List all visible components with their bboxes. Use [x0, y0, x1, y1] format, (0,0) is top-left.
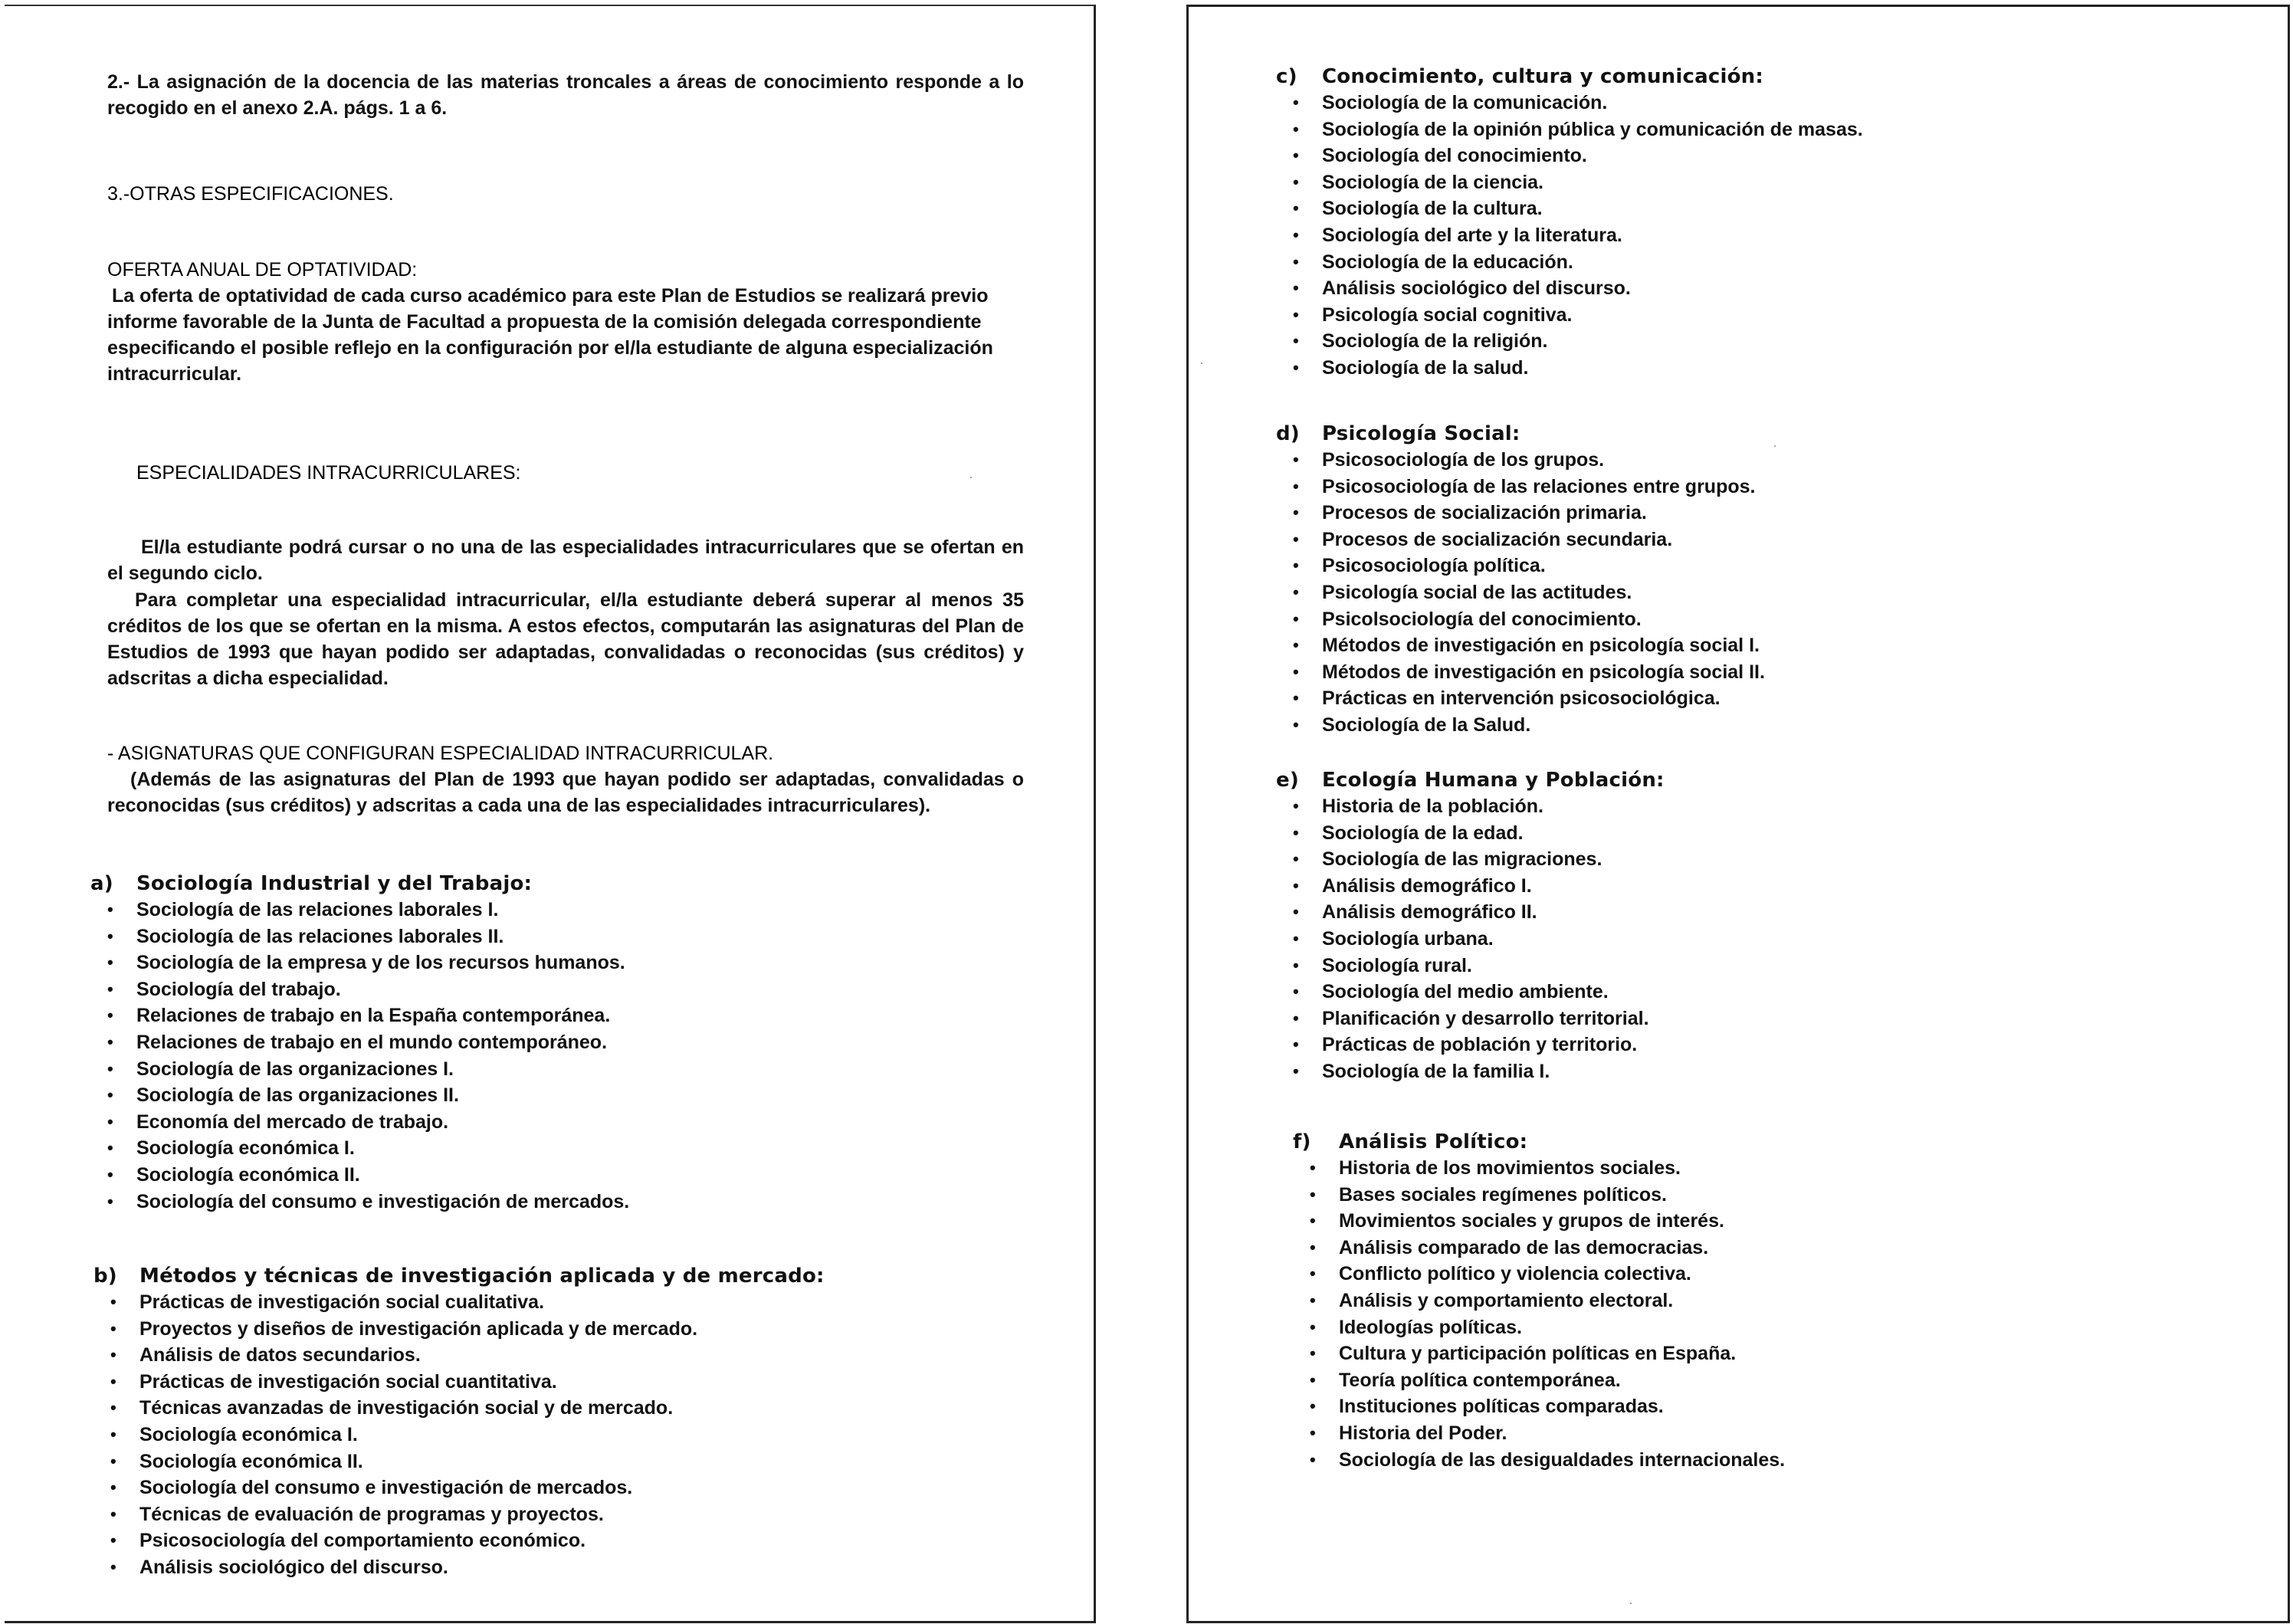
section-b-title: Métodos y técnicas de investigación aplicada y de mercado:	[139, 1265, 825, 1288]
heading-especialidades: ESPECIALIDADES INTRACURRICULARES:	[136, 462, 521, 484]
list-item: • Sociología de la salud.	[1291, 355, 1863, 382]
list-item: • Análisis y comportamiento electoral.	[1308, 1288, 1785, 1314]
section-e-heading	[1276, 767, 1665, 793]
heading-oferta-anual: OFERTA ANUAL DE OPTATIVIDAD:	[107, 259, 418, 281]
list-item: • Movimientos sociales y grupos de interés.	[1308, 1208, 1785, 1235]
list-item: • Sociología de la empresa y de los recursos humanos.	[106, 950, 629, 976]
section-e	[1276, 767, 1665, 1085]
section-f-heading	[1293, 1129, 1785, 1155]
section-f	[1293, 1129, 1785, 1473]
list-item: • Sociología de las organizaciones I.	[106, 1056, 629, 1083]
list-item: • Conflicto político y violencia colectiva.	[1308, 1261, 1785, 1288]
section-e-letter: e)	[1276, 769, 1299, 792]
section-c	[1276, 64, 1863, 382]
list-item: • Sociología de la religión.	[1291, 328, 1863, 355]
section-b	[93, 1263, 825, 1581]
section-c-letter: c)	[1276, 65, 1297, 88]
list-item: • Sociología de la familia I.	[1291, 1058, 1665, 1085]
list-item: • Sociología de las desigualdades internacionales.	[1308, 1447, 1785, 1474]
list-item: • Prácticas de investigación social cualitativa.	[109, 1289, 825, 1316]
paragraph-ademas: (Además de las asignaturas del Plan de 1993 que hayan podido ser adaptadas, convalidadas o reconocidas (sus créditos) y adscritas a cada una de las especialidades intracurriculares).	[107, 769, 1024, 816]
list-item: • Sociología de la comunicación.	[1291, 90, 1863, 116]
section-f-title: Análisis Político:	[1339, 1130, 1528, 1153]
section-a-title: Sociología Industrial y del Trabajo:	[136, 872, 533, 895]
paragraph-completar: Para completar una especialidad intracurricular, el/la estudiante deberá superar al menos 35 créditos de los que se ofertan en la misma. A estos efectos, computarán las asignaturas del Plan de Estudios de 1993 que hayan podido ser adaptadas, convalidadas o reconocidas (sus créditos) y adscritas a dicha especialidad.	[107, 589, 1024, 689]
list-item: • Relaciones de trabajo en el mundo contemporáneo.	[106, 1029, 629, 1056]
section-a	[90, 871, 629, 1215]
section-c-heading	[1276, 64, 1863, 90]
list-item: • Prácticas en intervención psicosociológica.	[1291, 685, 1765, 712]
list-item: • Sociología urbana.	[1291, 926, 1665, 953]
section-d-letter: d)	[1276, 422, 1300, 445]
list-item: • Psicosociología del comportamiento económico.	[109, 1527, 825, 1554]
list-item: • Historia del Poder.	[1308, 1420, 1785, 1447]
list-item: • Sociología de la edad.	[1291, 820, 1665, 847]
scan-speck	[970, 477, 972, 478]
list-item: • Procesos de socialización secundaria.	[1291, 527, 1765, 553]
list-item: • Sociología de las migraciones.	[1291, 846, 1665, 873]
list-item: • Teoría política contemporánea.	[1308, 1367, 1785, 1394]
section-f-list	[1308, 1155, 1785, 1473]
list-item: • Sociología de las organizaciones II.	[106, 1082, 629, 1109]
list-item: • Sociología económica I.	[106, 1135, 629, 1162]
list-item: • Sociología económica I.	[109, 1422, 825, 1448]
list-item: • Técnicas de evaluación de programas y proyectos.	[109, 1501, 825, 1528]
list-item: • Psicología social de las actitudes.	[1291, 579, 1765, 606]
list-item: • Sociología de las relaciones laborales II.	[106, 924, 629, 950]
list-item: • Bases sociales regímenes políticos.	[1308, 1182, 1785, 1209]
list-item: • Procesos de socialización primaria.	[1291, 500, 1765, 527]
list-item: • Cultura y participación políticas en España.	[1308, 1340, 1785, 1367]
list-item: • Sociología económica II.	[109, 1448, 825, 1475]
section-e-list	[1291, 793, 1665, 1085]
list-item: • Análisis demográfico II.	[1291, 899, 1665, 926]
section-b-letter: b)	[93, 1265, 117, 1288]
list-item: • Técnicas avanzadas de investigación social y de mercado.	[109, 1395, 825, 1422]
scan-speck	[1630, 1603, 1632, 1604]
list-item: • Psicosociología política.	[1291, 553, 1765, 579]
list-item: • Economía del mercado de trabajo.	[106, 1109, 629, 1136]
section-f-letter: f)	[1293, 1130, 1311, 1153]
list-item: • Sociología de la ciencia.	[1291, 169, 1863, 196]
list-item: • Sociología económica II.	[106, 1162, 629, 1189]
list-item: • Prácticas de investigación social cuantitativa.	[109, 1369, 825, 1396]
heading-asignaturas: - ASIGNATURAS QUE CONFIGURAN ESPECIALIDAD INTRACURRICULAR.	[107, 743, 774, 764]
section-d	[1276, 421, 1765, 739]
list-item: • Sociología del medio ambiente.	[1291, 979, 1665, 1006]
list-item: • Sociología rural.	[1291, 953, 1665, 979]
section-c-list	[1291, 90, 1863, 382]
section-a-heading	[90, 871, 629, 897]
list-item: • Análisis de datos secundarios.	[109, 1342, 825, 1369]
list-item: • Instituciones políticas comparadas.	[1308, 1393, 1785, 1420]
list-item: • Sociología del arte y la literatura.	[1291, 222, 1863, 249]
list-item: • Sociología de la Salud.	[1291, 712, 1765, 739]
list-item: • Prácticas de población y territorio.	[1291, 1032, 1665, 1058]
list-item: • Ideologías políticas.	[1308, 1314, 1785, 1341]
section-e-title: Ecología Humana y Población:	[1322, 769, 1665, 792]
list-item: • Psicología social cognitiva.	[1291, 302, 1863, 329]
list-item: • Sociología de la educación.	[1291, 249, 1863, 276]
right-page	[1186, 5, 2290, 1623]
section-c-title: Conocimiento, cultura y comunicación:	[1322, 65, 1763, 88]
list-item: • Psicolsociología del conocimiento.	[1291, 606, 1765, 633]
paragraph-estudiante: El/la estudiante podrá cursar o no una de las especialidades intracurriculares que se ofertan en el segundo ciclo.	[107, 536, 1024, 584]
section-a-letter: a)	[90, 872, 113, 895]
list-item: • Sociología de la opinión pública y comunicación de masas.	[1291, 116, 1863, 143]
list-item: • Sociología de las relaciones laborales I.	[106, 897, 629, 924]
list-item: • Historia de la población.	[1291, 793, 1665, 820]
list-item: • Métodos de investigación en psicología social I.	[1291, 632, 1765, 659]
section-d-title: Psicología Social:	[1322, 422, 1520, 445]
list-item: • Sociología del consumo e investigación de mercados.	[106, 1189, 629, 1216]
scan-speck	[1201, 363, 1202, 364]
section-d-heading	[1276, 421, 1765, 447]
list-item: • Planificación y desarrollo territorial.	[1291, 1006, 1665, 1032]
list-item: • Análisis demográfico I.	[1291, 873, 1665, 900]
section-a-list	[106, 897, 629, 1215]
scan-speck	[1774, 445, 1776, 447]
list-item: • Sociología del trabajo.	[106, 976, 629, 1003]
paragraph-asignacion: 2.- La asignación de la docencia de las materias troncales a áreas de conocimiento responde a lo recogido en el anexo 2.A. págs. 1 a 6.	[107, 71, 1024, 119]
list-item: • Historia de los movimientos sociales.	[1308, 1155, 1785, 1182]
list-item: • Sociología del conocimiento.	[1291, 143, 1863, 169]
list-item: • Análisis sociológico del discurso.	[1291, 275, 1863, 302]
section-d-list	[1291, 447, 1765, 739]
list-item: • Análisis comparado de las democracias.	[1308, 1235, 1785, 1261]
list-item: • Métodos de investigación en psicología social II.	[1291, 659, 1765, 686]
section-b-list	[109, 1289, 825, 1581]
list-item: • Relaciones de trabajo en la España contemporánea.	[106, 1002, 629, 1029]
heading-otras-especificaciones: 3.-OTRAS ESPECIFICACIONES.	[107, 183, 394, 205]
list-item: • Sociología de la cultura.	[1291, 195, 1863, 222]
list-item: • Proyectos y diseños de investigación aplicada y de mercado.	[109, 1316, 825, 1343]
list-item: • Psicosociología de las relaciones entre grupos.	[1291, 474, 1765, 500]
list-item: • Sociología del consumo e investigación de mercados.	[109, 1475, 825, 1501]
paragraph-oferta: La oferta de optatividad de cada curso académico para este Plan de Estudios se realizará previo informe favorable de la Junta de Facultad a propuesta de la comisión delegada correspondiente especificando el posible reflejo en la configuración por el/la estudiante de alguna especialización intracurricular.	[107, 285, 993, 385]
list-item: • Análisis sociológico del discurso.	[109, 1554, 825, 1581]
list-item: • Psicosociología de los grupos.	[1291, 447, 1765, 474]
left-page	[5, 5, 1096, 1623]
section-b-heading	[93, 1263, 825, 1289]
